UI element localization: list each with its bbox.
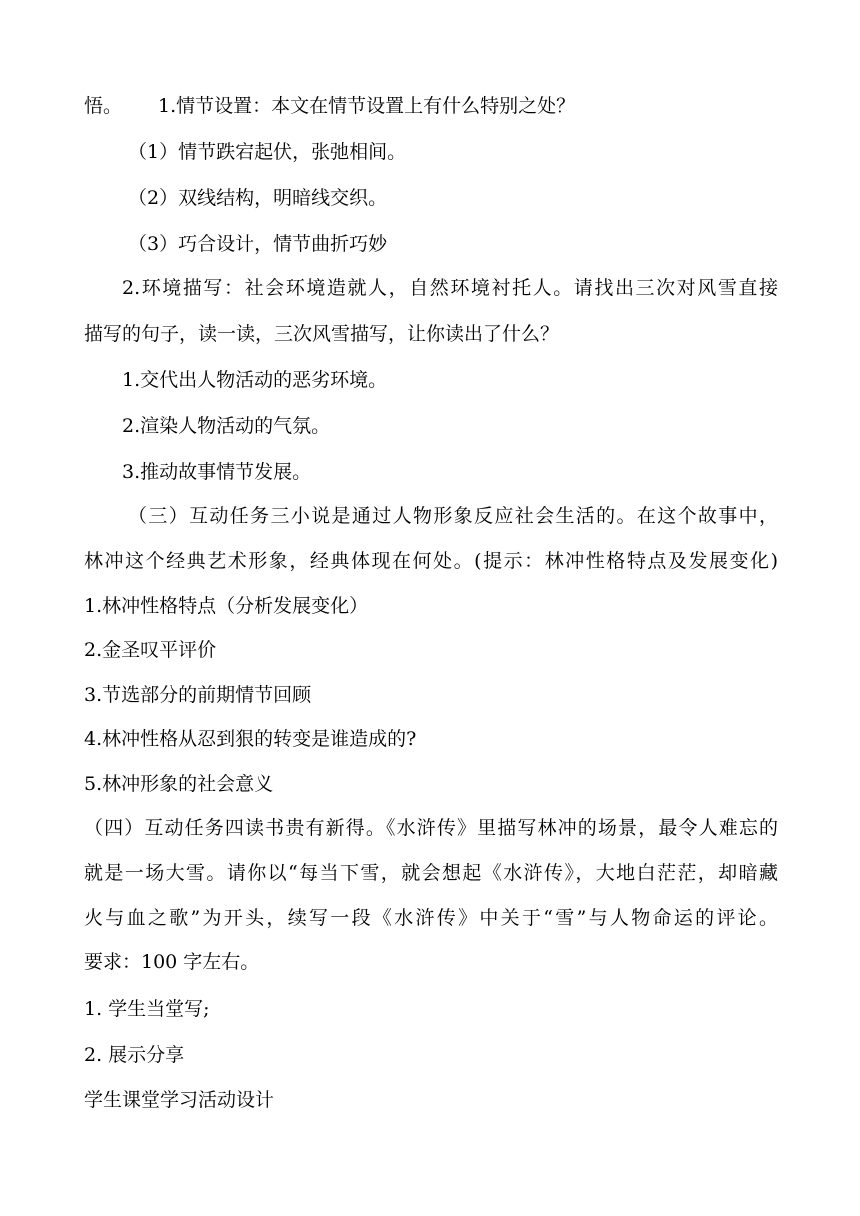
text-line-2: （1）情节跌宕起伏，张弛相间。	[128, 141, 407, 163]
text-line-20: 要求：100 字左右。	[84, 951, 260, 973]
text-line-8: 2.渲染人物活动的气氛。	[122, 415, 331, 437]
text-line-14: 3.节选部分的前期情节回顾	[84, 684, 312, 706]
text-line-18: 就是一场大雪。请你以“每当下雪，就会想起《水浒传》，大地白茫茫，却暗藏	[84, 862, 778, 884]
text-line-5: 2.环境描写：社会环境造就人，自然环境衬托人。请找出三次对风雪直接	[122, 277, 778, 299]
text-line-10: （三）互动任务三小说是通过人物形象反应社会生活的。在这个故事中，	[128, 505, 778, 527]
text-line-19: 火与血之歌”为开头，续写一段《水浒传》中关于“雪”与人物命运的评论。	[84, 907, 778, 929]
text-line-9: 3.推动故事情节发展。	[122, 461, 312, 483]
text-line-1	[84, 94, 575, 118]
text-line-16: 5.林冲形象的社会意义	[84, 773, 274, 795]
question-heading: 1.情节设置：本文在情节设置上有什么特别之处？	[158, 95, 576, 117]
text-line-21: 1. 学生当堂写;	[84, 998, 210, 1020]
text-line-12: 1.林冲性格特点（分析发展变化）	[84, 595, 369, 617]
text-line-7: 1.交代出人物活动的恶劣环境。	[122, 369, 388, 391]
text-line-13: 2.金圣叹平评价	[84, 639, 217, 661]
text-line-3: （2）双线结构，明暗线交织。	[128, 187, 388, 209]
text-line-11: 林冲这个经典艺术形象，经典体现在何处。(提示：林冲性格特点及发展变化)	[84, 550, 778, 572]
text-line-23: 学生课堂学习活动设计	[84, 1089, 275, 1111]
text-line-22: 2. 展示分享	[84, 1044, 185, 1066]
text-line-6: 描写的句子，读一读，三次风雪描写，让你读出了什么？	[84, 323, 560, 345]
text-line-17: （四）互动任务四读书贵有新得。《水浒传》里描写林冲的场景，最令人难忘的	[84, 817, 778, 839]
text-line-4: （3）巧合设计，情节曲折巧妙	[128, 233, 388, 255]
text-line-15: 4.林冲性格从忍到狠的转变是谁造成的?	[84, 728, 417, 750]
text-fragment: 悟。	[84, 95, 123, 117]
